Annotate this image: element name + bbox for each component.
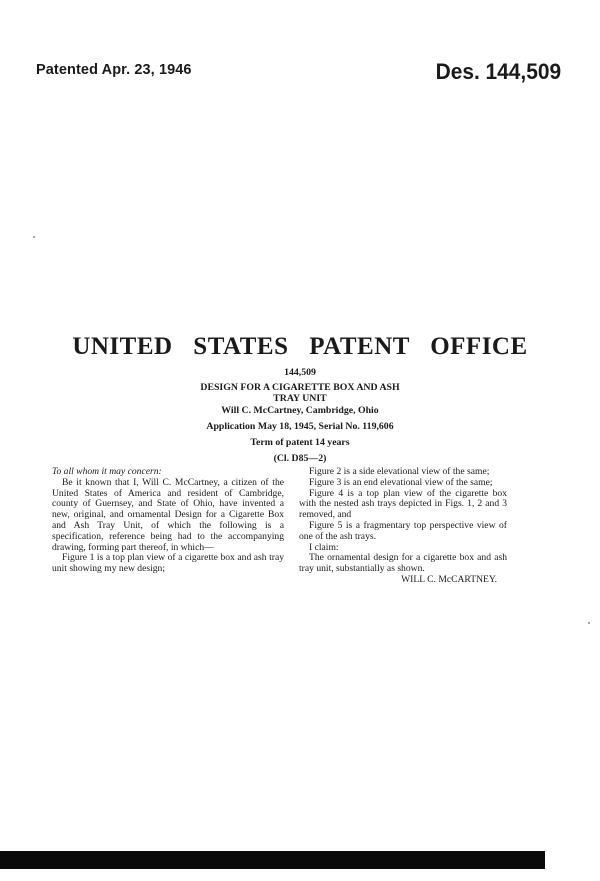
figure-2-description: Figure 2 is a side elevational view of the same; xyxy=(309,466,490,477)
inventor-signature: WILL C. McCARTNEY. xyxy=(401,573,497,585)
inventor: Will C. McCartney, Cambridge, Ohio xyxy=(221,405,379,416)
patent-date: Patented Apr. 23, 1946 xyxy=(36,62,192,78)
figure-3-description: Figure 3 is an end elevational view of the same; xyxy=(309,476,493,488)
left-column xyxy=(52,467,284,575)
design-title-line2: TRAY UNIT xyxy=(273,393,327,404)
figure-5-description: Figure 5 is a fragmentary top perspective view of one of the ash trays. xyxy=(299,519,507,542)
classification: (Cl. D85—2) xyxy=(273,453,327,464)
figure-4-description: Figure 4 is a top plan view of the cigarette box with the nested ash trays depicted in Figs. 1, 2 and 3 removed, and xyxy=(299,487,507,521)
patent-number: 144,509 xyxy=(284,367,316,378)
right-column xyxy=(299,467,507,586)
scan-border-bar xyxy=(0,851,545,869)
application-line: Application May 18, 1945, Serial No. 119,606 xyxy=(206,421,394,432)
figure-1-description: Figure 1 is a top plan view of a cigarette box and ash tray unit showing my new design; xyxy=(52,552,284,575)
claim-text: The ornamental design for a cigarette box and ash tray unit, substantially as shown. xyxy=(299,552,507,575)
specification-paragraph: Be it known that I, Will C. McCartney, a citizen of the United States of America and resident of Cambridge, county of Guernsey, and State of Ohio, have invented a new, original, and ornamental Design for a Cigarette Box and Ash Tray Unit, of which the following is a specification, reference being had to the accompanying drawing, forming part thereof, in which— xyxy=(52,476,284,553)
office-title: UNITED STATES PATENT OFFICE xyxy=(72,333,528,360)
design-number: Des. 144,509 xyxy=(435,59,561,84)
design-title-line1: DESIGN FOR A CIGARETTE BOX AND ASH xyxy=(200,382,400,393)
claim-intro: I claim: xyxy=(309,541,339,553)
design-title xyxy=(170,382,430,404)
salutation: To all whom it may concern: xyxy=(52,466,162,477)
scan-speck xyxy=(33,236,35,238)
scan-speck xyxy=(588,622,590,624)
term-line: Term of patent 14 years xyxy=(250,437,350,448)
